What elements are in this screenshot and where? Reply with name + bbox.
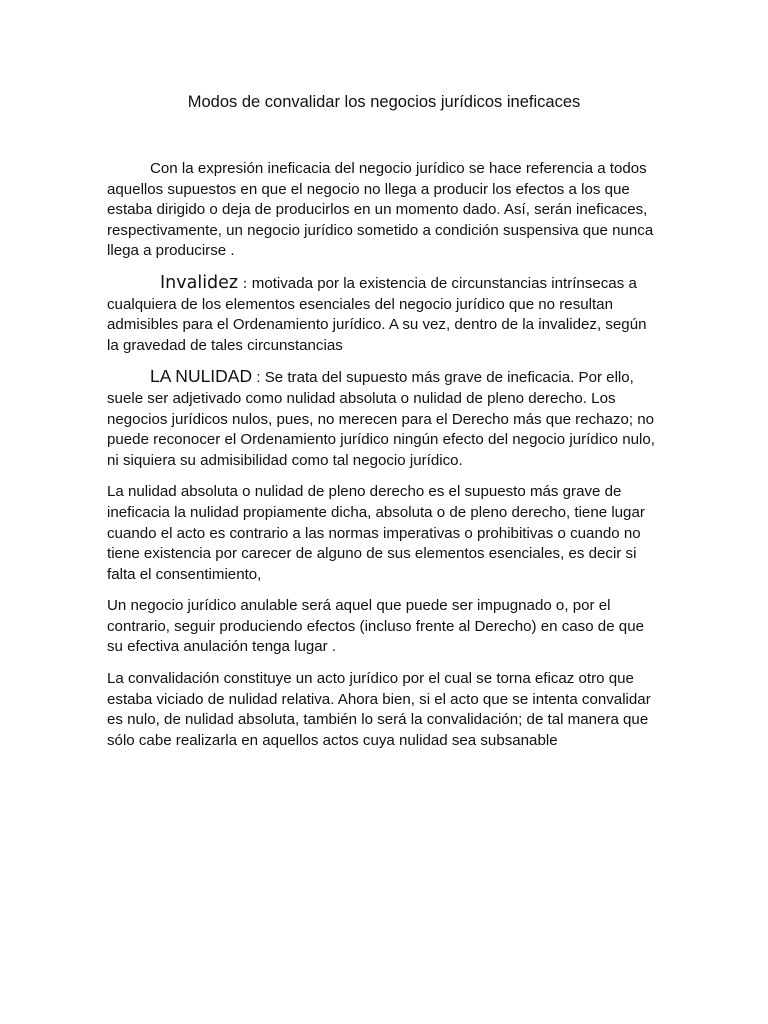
paragraph-nulidad [107,366,655,471]
paragraph-invalidez [107,273,655,356]
paragraph-convalidacion: La convalidación constituye un acto jurídico por el cual se torna eficaz otro que estaba viciado de nulidad relativa. Ahora bien, si el acto que se intenta convalidar es nulo, de nulidad absoluta, también lo será la convalidación; de tal manera que sólo cabe realizarla en aquellos actos cuya nulidad sea subsanable [107,670,651,749]
invalidez-definition: motivada por la existencia de circunstancias intrínsecas a cualquiera de los elementos esenciales del negocio jurídico que no resultan admisibles para el Ordenamiento jurídico. A su vez, dentro de la invalidez, según la gravedad de tales circunstancias [107,274,647,354]
paragraph-ineficacia: Con la expresión ineficacia del negocio jurídico se hace referencia a todos aquellos supuestos en que el negocio no llega a producir los efectos a los que estaba dirigido o deja de producirlos en un momento dado. Así, serán ineficaces, respectivamente, un negocio jurídico sometido a condición suspensiva que nunca llega a producirse . [107,160,654,260]
nulidad-definition: : Se trata del supuesto más grave de ineficacia. Por ello, suele ser adjetivado como nulidad absoluta o nulidad de pleno derecho. Los negocios jurídicos nulos, pues, no merecen para el Derecho más que rechazo; no puede reconocer el Ordenamiento jurídico ningún efecto del negocio jurídico nulo, ni siquiera su admisibilidad como tal negocio jurídico. [107,369,655,469]
term-nulidad: LA NULIDAD [150,366,253,387]
term-separator: : [238,275,252,292]
paragraph-nulidad-absoluta: La nulidad absoluta o nulidad de pleno derecho es el supuesto más grave de ineficacia la nulidad propiamente dicha, absoluta o de pleno derecho, tiene lugar cuando el acto es contrario a las normas imperativas o prohibitivas o cuando no tiene existencia por carecer de alguno de sus elementos esenciales, es decir si falta el consentimiento, [107,483,645,583]
document-title: Modos de convalidar los negocios jurídicos ineficaces [187,93,581,111]
document-body [107,159,655,751]
term-invalidez: Invalidez [160,272,239,293]
paragraph-anulable: Un negocio jurídico anulable será aquel que puede ser impugnado o, por el contrario, seguir produciendo efectos (incluso frente al Derecho) en caso de que su efectiva anulación tenga lugar . [107,597,644,656]
